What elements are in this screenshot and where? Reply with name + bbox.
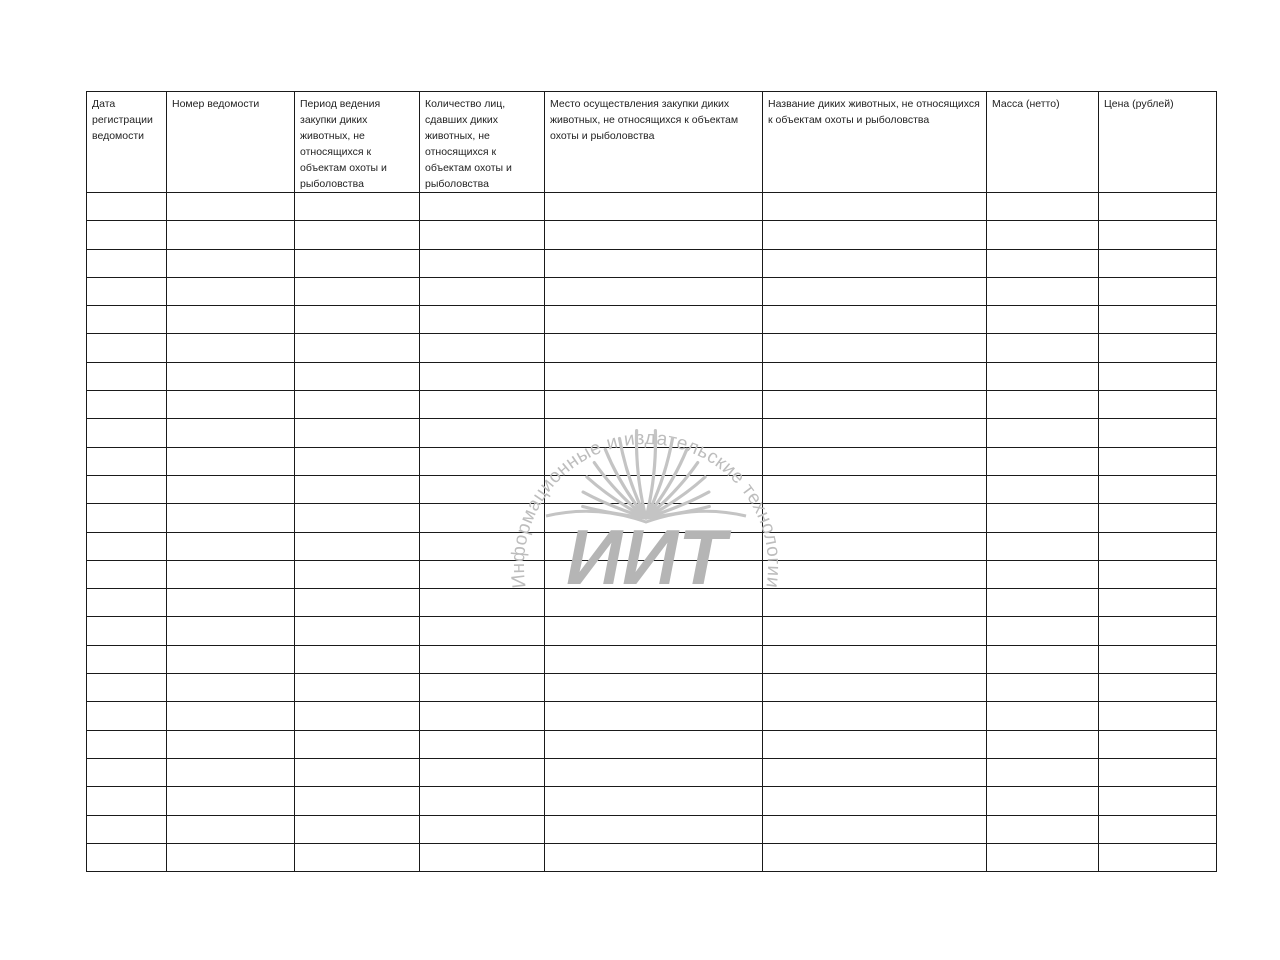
column-header-animal-name: Название диких животных, не относящихся к объектам охоты и рыболовства — [763, 92, 987, 193]
table-cell — [1099, 730, 1217, 758]
table-cell — [1099, 674, 1217, 702]
table-cell — [295, 532, 420, 560]
table-row — [87, 391, 1217, 419]
table-cell — [987, 843, 1099, 871]
table-cell — [763, 532, 987, 560]
table-cell — [87, 447, 167, 475]
table-cell — [987, 475, 1099, 503]
table-cell — [295, 193, 420, 221]
table-cell — [987, 306, 1099, 334]
table-cell — [987, 249, 1099, 277]
table-row — [87, 277, 1217, 305]
watermark-arc-text: Информационные и издательские технологии — [507, 427, 785, 590]
table-cell — [167, 391, 295, 419]
table-row — [87, 617, 1217, 645]
table-row — [87, 532, 1217, 560]
table-cell — [167, 730, 295, 758]
table-cell — [87, 334, 167, 362]
table-cell — [420, 815, 545, 843]
table-cell — [420, 391, 545, 419]
table-cell — [763, 277, 987, 305]
table-row — [87, 560, 1217, 588]
table-cell — [87, 674, 167, 702]
table-cell — [167, 193, 295, 221]
table-cell — [87, 702, 167, 730]
table-cell — [295, 674, 420, 702]
table-cell — [545, 391, 763, 419]
table-cell — [987, 815, 1099, 843]
table-cell — [420, 617, 545, 645]
table-cell — [420, 193, 545, 221]
table-cell — [763, 645, 987, 673]
table-cell — [545, 306, 763, 334]
table-cell — [763, 391, 987, 419]
table-cell — [545, 277, 763, 305]
table-cell — [987, 702, 1099, 730]
table-cell — [763, 843, 987, 871]
table-cell — [87, 730, 167, 758]
table-cell — [545, 674, 763, 702]
table-cell — [295, 645, 420, 673]
table-cell — [545, 249, 763, 277]
table-cell — [545, 815, 763, 843]
table-cell — [1099, 560, 1217, 588]
table-cell — [763, 504, 987, 532]
table-cell — [167, 334, 295, 362]
table-cell — [545, 589, 763, 617]
table-cell — [167, 447, 295, 475]
table-cell — [545, 419, 763, 447]
table-cell — [545, 475, 763, 503]
table-cell — [1099, 391, 1217, 419]
table-cell — [167, 674, 295, 702]
table-cell — [1099, 419, 1217, 447]
table-row — [87, 419, 1217, 447]
watermark-logo-text: ИИТ — [566, 513, 726, 600]
column-header-net-mass: Масса (нетто) — [987, 92, 1099, 193]
table-cell — [420, 504, 545, 532]
table-cell — [167, 758, 295, 786]
table-cell — [987, 617, 1099, 645]
table-cell — [295, 419, 420, 447]
table-cell — [167, 362, 295, 390]
table-row — [87, 306, 1217, 334]
table-row — [87, 334, 1217, 362]
table-row — [87, 674, 1217, 702]
table-cell — [420, 758, 545, 786]
table-cell — [420, 730, 545, 758]
table-cell — [1099, 532, 1217, 560]
table-cell — [295, 447, 420, 475]
table-row — [87, 447, 1217, 475]
register-table — [86, 91, 1217, 872]
table-cell — [987, 334, 1099, 362]
table-cell — [1099, 306, 1217, 334]
table-cell — [987, 447, 1099, 475]
table-cell — [987, 730, 1099, 758]
table-cell — [1099, 221, 1217, 249]
table-row — [87, 504, 1217, 532]
table-cell — [420, 532, 545, 560]
table-cell — [763, 702, 987, 730]
table-cell — [167, 589, 295, 617]
table-cell — [763, 334, 987, 362]
table-cell — [87, 843, 167, 871]
table-cell — [295, 221, 420, 249]
column-header-persons-count: Количество лиц, сдавших диких животных, не относящихся к объектам охоты и рыболовства — [420, 92, 545, 193]
table-cell — [167, 277, 295, 305]
table-cell — [1099, 249, 1217, 277]
table-cell — [763, 306, 987, 334]
column-header-price: Цена (рублей) — [1099, 92, 1217, 193]
table-row — [87, 362, 1217, 390]
table-cell — [420, 475, 545, 503]
table-cell — [420, 843, 545, 871]
table-cell — [420, 362, 545, 390]
table-cell — [987, 674, 1099, 702]
table-cell — [987, 645, 1099, 673]
table-cell — [987, 419, 1099, 447]
table-cell — [763, 221, 987, 249]
table-cell — [763, 249, 987, 277]
table-row — [87, 730, 1217, 758]
table-cell — [295, 277, 420, 305]
column-header-purchase-place: Место осуществления закупки диких животных, не относящихся к объектам охоты и рыболовства — [545, 92, 763, 193]
table-cell — [545, 362, 763, 390]
table-cell — [545, 334, 763, 362]
table-cell — [763, 560, 987, 588]
table-cell — [1099, 504, 1217, 532]
table-cell — [87, 391, 167, 419]
table-cell — [167, 419, 295, 447]
table-cell — [987, 758, 1099, 786]
table-row — [87, 645, 1217, 673]
table-row — [87, 787, 1217, 815]
table-cell — [763, 617, 987, 645]
table-cell — [1099, 815, 1217, 843]
table-cell — [167, 645, 295, 673]
table-cell — [295, 249, 420, 277]
table-cell — [763, 815, 987, 843]
table-cell — [87, 419, 167, 447]
table-cell — [420, 787, 545, 815]
table-cell — [87, 193, 167, 221]
table-row — [87, 758, 1217, 786]
table-cell — [295, 815, 420, 843]
table-cell — [420, 702, 545, 730]
table-cell — [987, 221, 1099, 249]
table-cell — [545, 447, 763, 475]
table-cell — [763, 787, 987, 815]
table-cell — [420, 419, 545, 447]
column-header-registration-date: Дата регистрации ведомости — [87, 92, 167, 193]
table-cell — [167, 221, 295, 249]
table-cell — [1099, 475, 1217, 503]
table-cell — [420, 249, 545, 277]
table-row — [87, 249, 1217, 277]
table-cell — [545, 617, 763, 645]
table-cell — [1099, 843, 1217, 871]
table-cell — [545, 560, 763, 588]
table-cell — [545, 730, 763, 758]
table-row — [87, 193, 1217, 221]
table-cell — [167, 560, 295, 588]
table-cell — [545, 645, 763, 673]
table-cell — [1099, 645, 1217, 673]
table-cell — [763, 193, 987, 221]
table-cell — [87, 277, 167, 305]
table-cell — [1099, 758, 1217, 786]
table-cell — [987, 504, 1099, 532]
table-cell — [420, 221, 545, 249]
table-cell — [763, 419, 987, 447]
table-cell — [763, 447, 987, 475]
table-cell — [167, 843, 295, 871]
table-cell — [295, 334, 420, 362]
table-cell — [295, 758, 420, 786]
table-cell — [1099, 787, 1217, 815]
table-cell — [87, 787, 167, 815]
table-cell — [987, 277, 1099, 305]
table-cell — [545, 532, 763, 560]
table-cell — [295, 843, 420, 871]
table-cell — [987, 193, 1099, 221]
table-cell — [987, 532, 1099, 560]
table-cell — [167, 617, 295, 645]
table-cell — [763, 758, 987, 786]
table-cell — [545, 702, 763, 730]
table-cell — [295, 362, 420, 390]
table-cell — [295, 306, 420, 334]
table-cell — [763, 362, 987, 390]
table-cell — [545, 758, 763, 786]
table-cell — [420, 277, 545, 305]
table-cell — [545, 193, 763, 221]
table-cell — [545, 843, 763, 871]
table-cell — [295, 787, 420, 815]
table-cell — [420, 674, 545, 702]
table-body — [87, 193, 1217, 872]
table-cell — [295, 617, 420, 645]
table-cell — [295, 475, 420, 503]
table-cell — [1099, 362, 1217, 390]
table-cell — [763, 674, 987, 702]
table-cell — [167, 702, 295, 730]
table-cell — [87, 589, 167, 617]
table-cell — [763, 589, 987, 617]
table-cell — [420, 560, 545, 588]
table-cell — [987, 787, 1099, 815]
table-cell — [167, 815, 295, 843]
table-cell — [987, 391, 1099, 419]
table-cell — [295, 560, 420, 588]
table-cell — [420, 334, 545, 362]
table-cell — [763, 475, 987, 503]
table-cell — [420, 589, 545, 617]
table-cell — [420, 447, 545, 475]
table-cell — [1099, 193, 1217, 221]
table-cell — [167, 306, 295, 334]
table-cell — [1099, 447, 1217, 475]
column-header-statement-number: Номер ведомости — [167, 92, 295, 193]
header-row — [87, 92, 1217, 193]
table-cell — [87, 306, 167, 334]
table-cell — [167, 787, 295, 815]
table-cell — [295, 589, 420, 617]
table-cell — [1099, 617, 1217, 645]
table-cell — [987, 589, 1099, 617]
table-cell — [167, 249, 295, 277]
table-cell — [87, 475, 167, 503]
table-cell — [87, 249, 167, 277]
table-row — [87, 843, 1217, 871]
table-cell — [1099, 702, 1217, 730]
table-cell — [987, 362, 1099, 390]
table-cell — [420, 645, 545, 673]
table-cell — [87, 560, 167, 588]
table-cell — [87, 645, 167, 673]
table-cell — [167, 532, 295, 560]
table-cell — [87, 617, 167, 645]
table-cell — [295, 702, 420, 730]
table-cell — [167, 475, 295, 503]
table-cell — [545, 221, 763, 249]
table-cell — [1099, 334, 1217, 362]
table-row — [87, 475, 1217, 503]
table-cell — [87, 532, 167, 560]
table-cell — [545, 504, 763, 532]
table-cell — [87, 504, 167, 532]
table-cell — [167, 504, 295, 532]
table-cell — [295, 730, 420, 758]
table-row — [87, 221, 1217, 249]
table-cell — [87, 362, 167, 390]
table-cell — [295, 504, 420, 532]
table-row — [87, 702, 1217, 730]
table-row — [87, 589, 1217, 617]
table-cell — [987, 560, 1099, 588]
table-cell — [545, 787, 763, 815]
table-cell — [420, 306, 545, 334]
table-cell — [1099, 277, 1217, 305]
column-header-purchase-period: Период ведения закупки диких животных, не относящихся к объектам охоты и рыболовства — [295, 92, 420, 193]
table-cell — [1099, 589, 1217, 617]
table-cell — [763, 730, 987, 758]
table-row — [87, 815, 1217, 843]
table-cell — [87, 815, 167, 843]
table-cell — [295, 391, 420, 419]
table-cell — [87, 758, 167, 786]
table-cell — [87, 221, 167, 249]
